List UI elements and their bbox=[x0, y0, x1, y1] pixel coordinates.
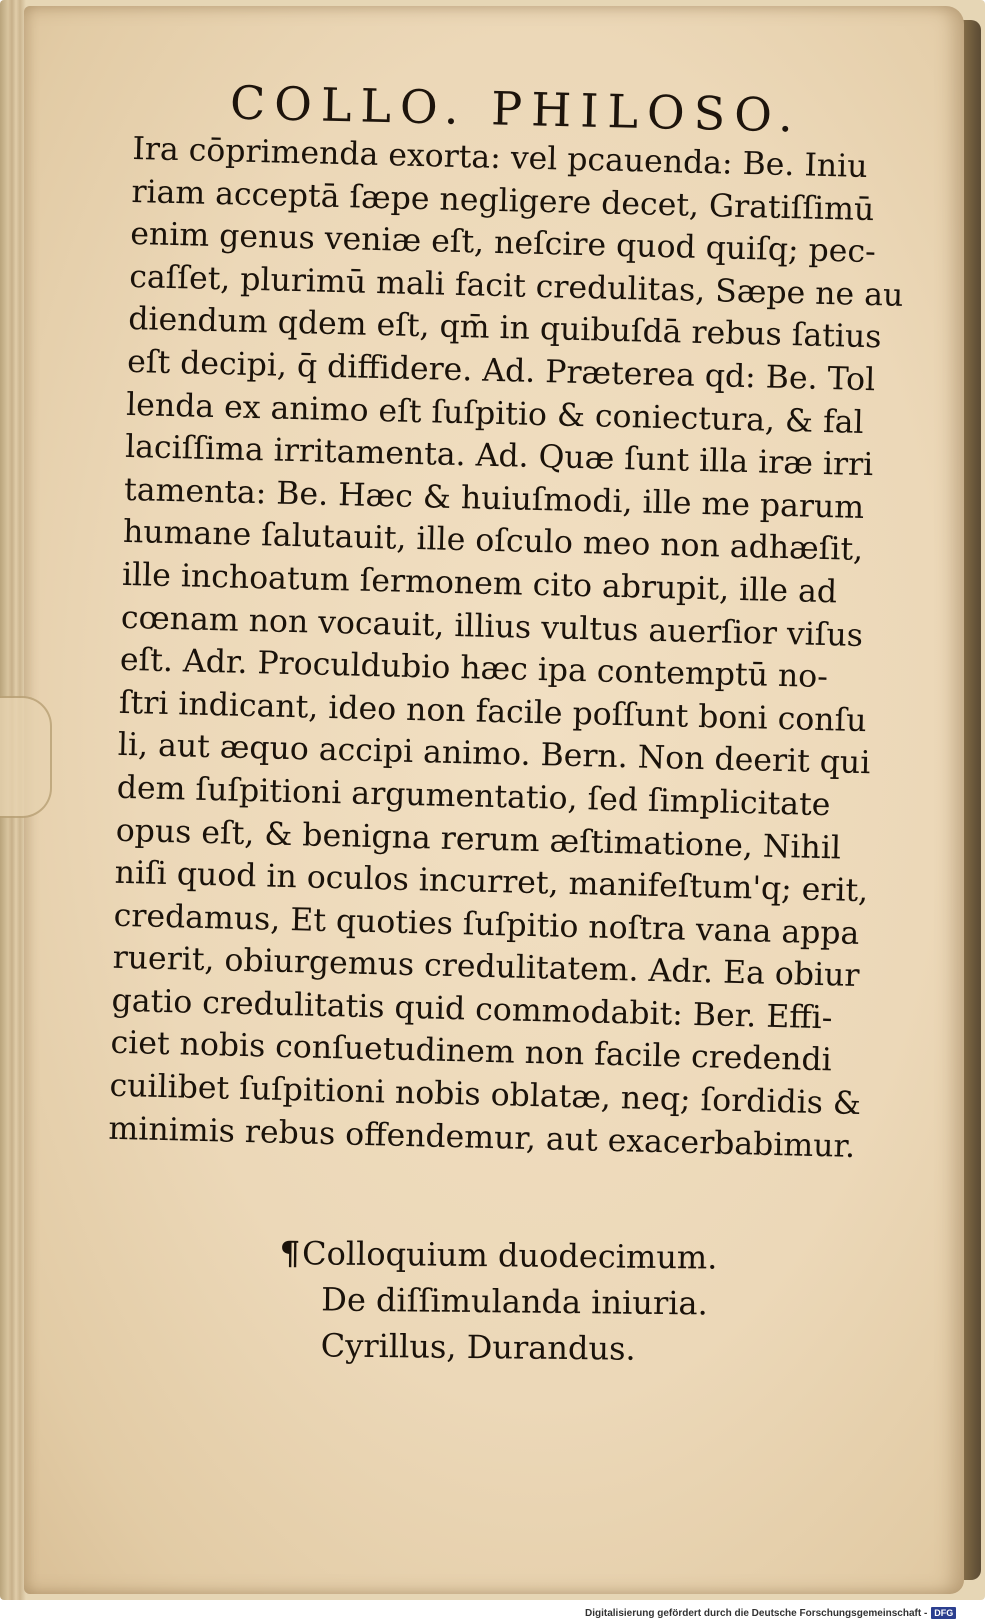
text-line: lenda ex animo eſt ſuſpitio & coniectura, & fal bbox=[125, 386, 865, 441]
digitization-credit bbox=[585, 1604, 956, 1622]
text-line: enim genus veniæ eſt, neſcire quod quiſq; pec- bbox=[129, 216, 877, 271]
speaker-name: Durandus. bbox=[466, 1327, 636, 1368]
body-text bbox=[108, 128, 903, 1169]
text-line: ruerit, obiurgemus credulitatem. Adr. Ea obiur bbox=[112, 940, 860, 995]
text-line: Ira cōprimenda exorta: vel pcauenda: Be. Iniu bbox=[132, 130, 868, 185]
text-line: diendum qdem eſt, qm̄ in quibuſdā rebus ſatius bbox=[127, 301, 882, 356]
text-line: li, aut æquo accipi animo. Bern. Non deerit qui bbox=[117, 727, 871, 782]
text-line: ciet nobis conſuetudinem non facile credendi bbox=[110, 1025, 833, 1079]
text-line: eſt decipi, q̄ diffidere. Ad. Præterea qd: Be. Tol bbox=[126, 343, 876, 399]
page-tab-marker bbox=[0, 696, 52, 818]
text-line: gatio credulitatis quid commodabit: Ber. Effi- bbox=[111, 982, 833, 1037]
speaker-names bbox=[279, 1322, 717, 1373]
text-line: niſi quod in oculos incurret, manifeſtum'q; erit, bbox=[114, 854, 869, 910]
text-line: credamus, Et quoties ſuſpitio noſtra vana appa bbox=[113, 897, 860, 952]
running-head: COLLO. PHILOSO. bbox=[229, 75, 803, 143]
colloquium-subtitle: De diſſimulanda iniuria. bbox=[321, 1280, 708, 1323]
text-line: cœnam non vocauit, illius vultus auerſior viſus bbox=[120, 599, 864, 654]
text-line: ſtri indicant, ideo non facile poſſunt boni conſu bbox=[118, 684, 867, 739]
text-line: eſt. Adr. Proculdubio hæc ipa contemptū no- bbox=[119, 641, 829, 696]
text-line: humane ſalutauit, ille oſculo meo non adhæſit, bbox=[122, 514, 864, 569]
colloquium-title: Colloquium duodecimum. bbox=[301, 1234, 718, 1277]
text-line: opus eſt, & benigna rerum æſtimatione, Nihil bbox=[115, 812, 842, 867]
dfg-logo: DFG bbox=[931, 1607, 956, 1619]
colloquium-heading bbox=[279, 1230, 718, 1373]
pilcrow-mark: ¶ bbox=[279, 1233, 301, 1273]
text-line: ille inchoatum ſermonem cito abrupit, ille ad bbox=[121, 556, 838, 611]
text-line: minimis rebus offendemur, aut exacerbabimur. bbox=[108, 1110, 856, 1165]
credit-text: Digitalisierung gefördert durch die Deutsche Forschungsgemeinschaft - bbox=[585, 1607, 928, 1619]
text-line: laciſſima irritamenta. Ad. Quæ ſunt illa iræ irri bbox=[124, 429, 874, 484]
speaker-name: Cyrillus, bbox=[320, 1326, 457, 1366]
text-line: dem ſuſpitioni argumentatio, ſed ſimplicitate bbox=[116, 769, 831, 824]
text-line: riam acceptā ſæpe negligere decet, Gratiſſimū bbox=[131, 173, 875, 228]
text-line: tamenta: Be. Hæc & huiuſmodi, ille me parum bbox=[123, 471, 865, 526]
text-line: cuilibet ſuſpitioni nobis oblatæ, neq; ſordidis & bbox=[109, 1067, 862, 1123]
text-line: caſſet, plurimū mali facit credulitas, Sæpe ne au bbox=[128, 258, 904, 314]
